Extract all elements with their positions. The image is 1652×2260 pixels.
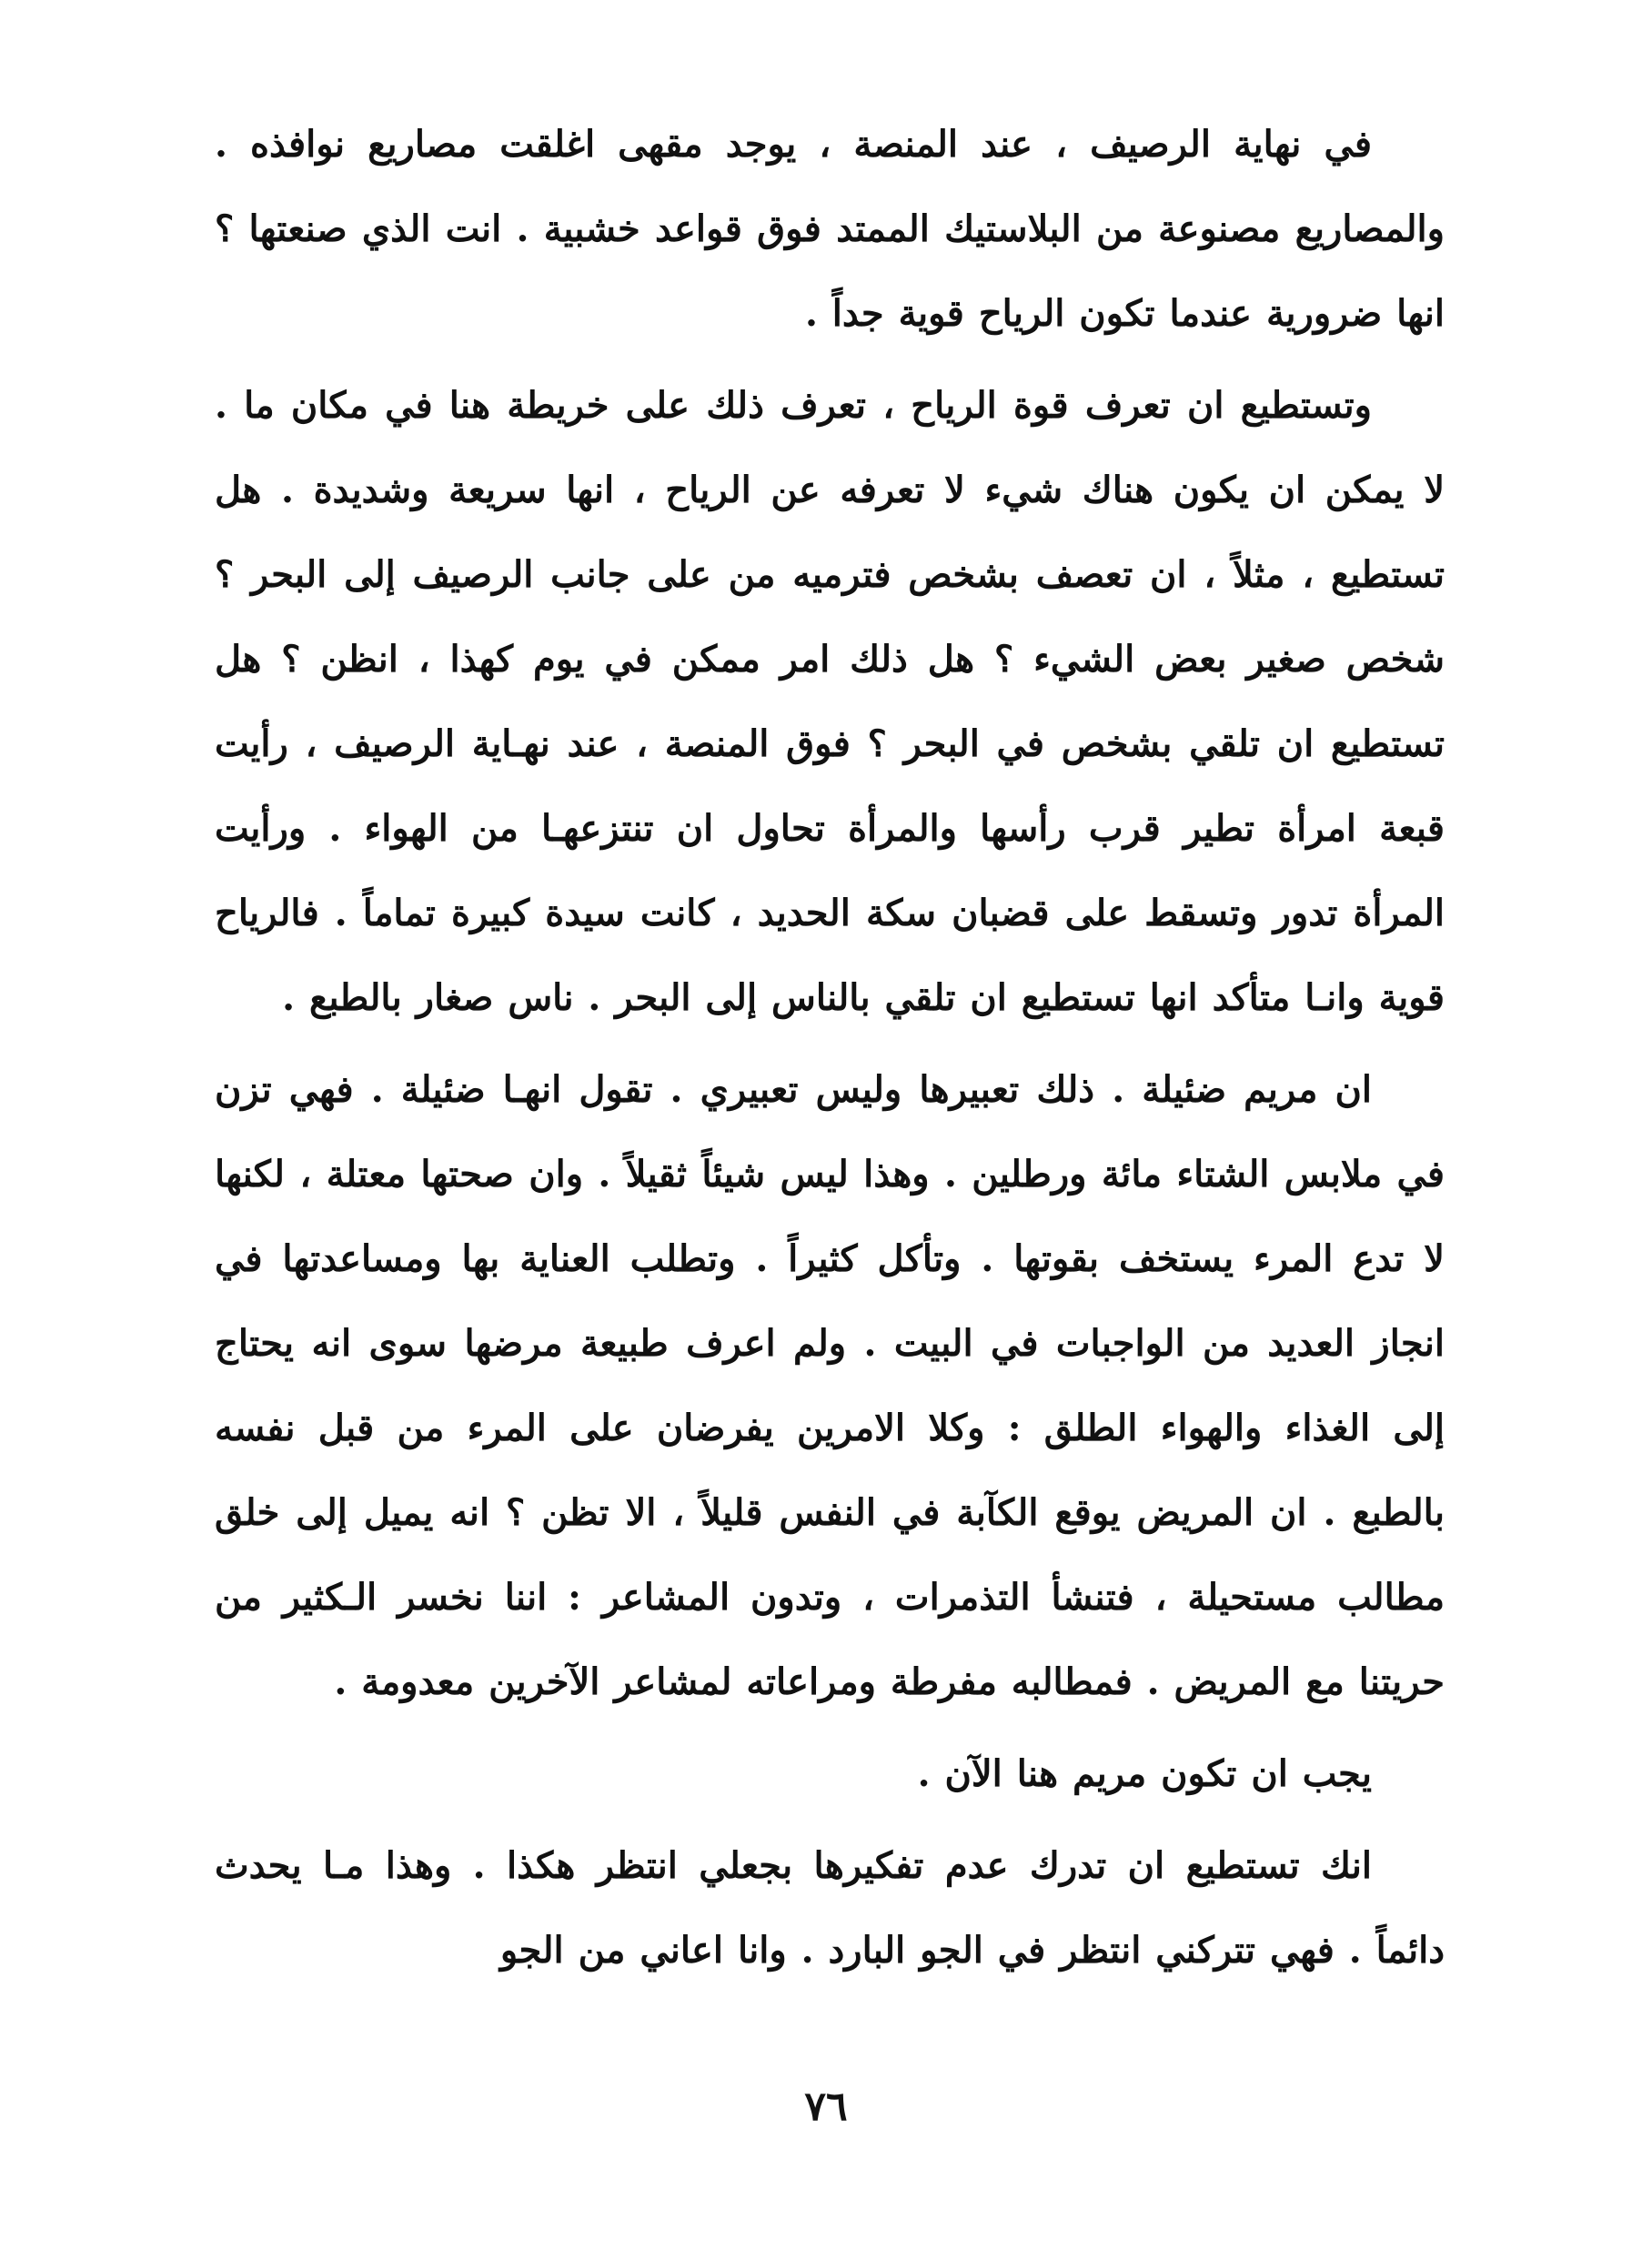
paragraph-3: ان مريم ضئيلة . ذلك تعبيرها وليس تعبيري . تقول انهـا ضئيلة . فهي تزن في ملابس الشتاء مائة ورطلين . وهذا ليس شيئاً ثقيلاً . وان صحتها معتلة ، لكنها لا تدع المرء يستخف بقوتها . وتأكل كثيراً . وتطلب العناية بها ومساعدتها في انجاز العديد من الواجبات في البيت . ولم اعرف طبيعة مرضها سوى انه يحتاج إلى الغذاء والهواء الطلق : وكلا الامرين يفرضان على المرء من قبل نفسه بالطبع . ان المريض يوقع الكآبة في النفس قليلاً ، الا تظن ؟ انه يميل إلى خلق مطالب مستحيلة ، فتنشأ التذمرات ، وتدون المشاعر : اننا نخسر الـكثير من حريتنا مع المريض . فمطالبه مفرطة ومراعاته لمشاعر الآخرين معدومة . bbox=[215, 1068, 1445, 1703]
paragraph-4: يجب ان تكون مريم هنا الآن . bbox=[917, 1752, 1372, 1795]
paragraph-5: انك تستطيع ان تدرك عدم تفكيرها بجعلي انتظر هكذا . وهذا مـا يحدث دائماً . فهي تتركني انتظر في الجو البارد . وانا اعاني من الجو bbox=[215, 1844, 1445, 1972]
page-number: ٧٦ bbox=[804, 2083, 848, 2130]
paragraph-1: في نهاية الرصيف ، عند المنصة ، يوجد مقهى اغلقت مصاريع نوافذه . والمصاريع مصنوعة من البلاستيك الممتد فوق قواعد خشبية . انت الذي صنعتها ؟ انها ضرورية عندما تكون الرياح قوية جداً . bbox=[215, 123, 1445, 335]
paragraph-2: وتستطيع ان تعرف قوة الرياح ، تعرف ذلك على خريطة هنا في مكان ما . لا يمكن ان يكون هناك شيء لا تعرفه عن الرياح ، انها سريعة وشديدة . هل تستطيع ، مثلاً ، ان تعصف بشخص فترميه من على جانب الرصيف إلى البحر ؟ شخص صغير بعض الشيء ؟ هل ذلك امر ممكن في يوم كهذا ، انظن ؟ هل تستطيع ان تلقي بشخص في البحر ؟ فوق المنصة ، عند نهـاية الرصيف ، رأيت قبعة امرأة تطير قرب رأسها والمرأة تحاول ان تنتزعهـا من الهواء . ورأيت المرأة تدور وتسقط على قضبان سكة الحديد ، كانت سيدة كبيرة تماماً . فالرياح قوية وانـا متأكد انها تستطيع ان تلقي بالناس إلى البحر . ناس صغار بالطبع . bbox=[215, 384, 1446, 1019]
body-text bbox=[215, 102, 1445, 2000]
